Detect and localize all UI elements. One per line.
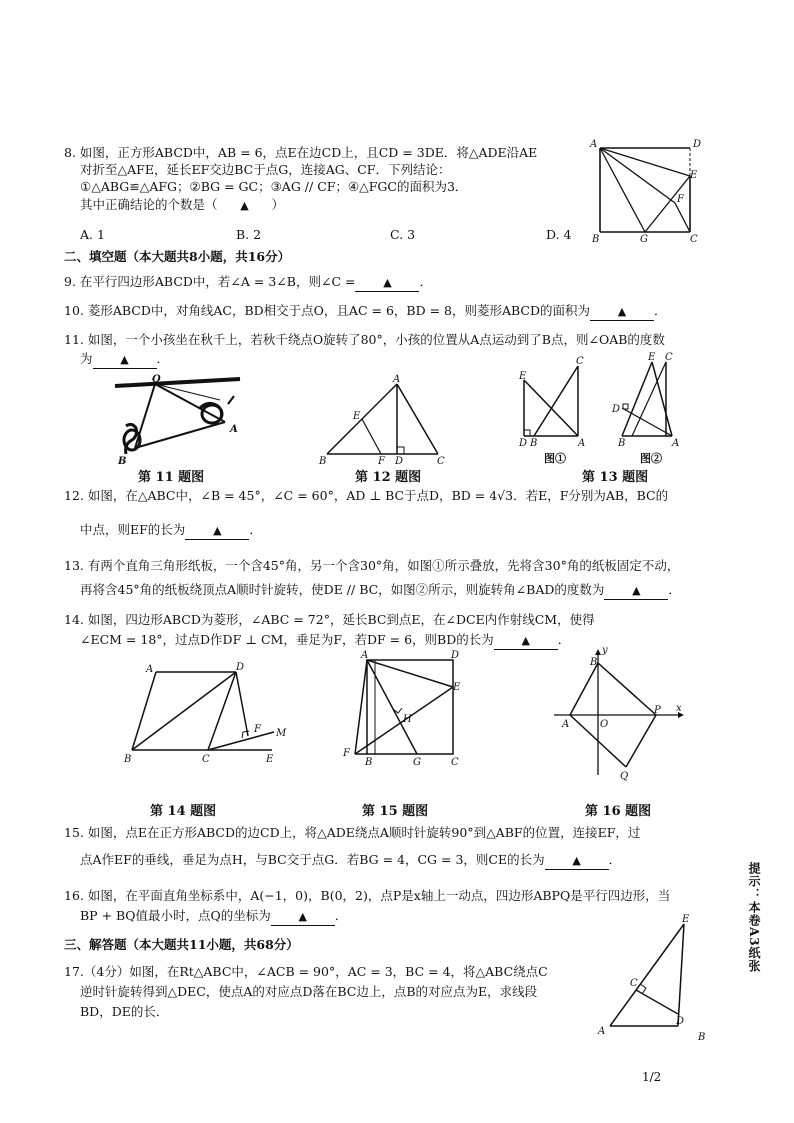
q12-line2 <box>80 521 262 540</box>
fig13-sub1: 图① <box>544 452 566 465</box>
fig13a-label-b: B <box>530 438 538 449</box>
q8-option-b: B. 2 <box>236 227 262 242</box>
fig16-label-p: P <box>654 705 661 716</box>
fig13a-label-c: C <box>576 356 584 367</box>
q12-line2-suffix: ． <box>249 522 262 537</box>
fig14-label-f: F <box>254 724 261 735</box>
fig14-rhombus-diagram <box>120 658 290 768</box>
fig15-square-diagram <box>335 652 465 767</box>
q14-line1: 14. 如图，四边形ABCD为菱形，∠ABC = 72°，延长BC到点E，在∠DCE内作射线CM，使得 <box>64 612 595 627</box>
fig16-coordinate-diagram <box>548 645 688 780</box>
q8-answer-mark: ▲ <box>240 199 249 212</box>
fig12-label-b: B <box>319 456 327 467</box>
q9 <box>64 273 432 292</box>
fig12-label-c: C <box>437 456 445 467</box>
fig13b-label-c: C <box>665 352 673 363</box>
fig13-diagram-1 <box>516 358 591 450</box>
q9-text: 9. 在平行四边形ABCD中，若∠A = 3∠B，则∠C = <box>64 274 356 289</box>
q11-line2-suffix: ． <box>156 351 170 366</box>
fig15-caption: 第 15 题图 <box>362 804 429 819</box>
q10-suffix: ． <box>654 303 667 318</box>
fig16-label-x: x <box>676 703 682 714</box>
fig15-label-b: B <box>365 757 373 768</box>
q13-line1: 13. 有两个直角三角形纸板，一个含45°角，另一个含30°角，如图①所示叠放，先将含30°角的纸板固定不动， <box>64 558 680 573</box>
fig13-diagram-2 <box>610 352 690 448</box>
fig11-label-a: A <box>230 424 238 435</box>
fig15-label-a: A <box>361 650 369 661</box>
fig13a-label-d: D <box>519 438 528 449</box>
q8-line4-suffix: ） <box>271 197 284 212</box>
fig8-label-c: C <box>690 234 698 245</box>
page-number: 1/2 <box>642 1070 662 1084</box>
fig15-label-g: G <box>413 757 421 768</box>
fig8-square-diagram <box>590 139 702 245</box>
fig8-label-d: D <box>693 139 702 150</box>
q17-line2: 逆时针旋转得到△DEC，使点A的对应点D落在BC边上，点B的对应点为E，求线段 <box>80 984 538 999</box>
section-2-heading: 二、填空题（本大题共8小题，共16分） <box>64 249 291 264</box>
q16-answer-blank: ▲ <box>271 908 335 926</box>
fig14-label-c: C <box>202 754 210 765</box>
fig13a-label-a: A <box>578 438 586 449</box>
q14-line2-suffix: ． <box>557 632 571 647</box>
fig15-label-e: E <box>453 682 461 693</box>
q8-line4 <box>80 196 284 214</box>
q14-line2 <box>80 631 570 650</box>
q10 <box>64 302 667 321</box>
fig13-sub2: 图② <box>640 452 662 465</box>
q10-answer-blank: ▲ <box>590 303 654 321</box>
fig14-label-e: E <box>266 754 274 765</box>
q8-option-a: A. 1 <box>80 227 105 242</box>
fig16-caption: 第 16 题图 <box>585 804 652 819</box>
q17-line1: 17.（4分）如图，在Rt△ABC中，∠ACB = 90°，AC = 3，BC = 4，将△ABC绕点C <box>64 964 548 979</box>
fig11-label-o: O <box>152 374 161 385</box>
fig8-label-b: B <box>592 234 600 245</box>
fig8-label-g: G <box>640 234 648 245</box>
fig14-label-d: D <box>236 662 245 673</box>
fig17-label-b: B <box>698 1032 706 1043</box>
fig15-label-h: H <box>403 714 412 725</box>
fig13a-label-e: E <box>519 371 527 382</box>
q16-line1: 16. 如图，在平面直角坐标系中，A(−1，0)，B(0，2)，点P是x轴上一动点，四边形ABPQ是平行四边形，当 <box>64 888 671 903</box>
q13-answer-blank: ▲ <box>604 582 668 600</box>
q17-line3: BD，DE的长． <box>80 1004 169 1019</box>
q11-line2 <box>80 350 169 369</box>
fig14-label-b: B <box>124 754 132 765</box>
q8-option-d: D. 4 <box>546 227 572 242</box>
q15-line2 <box>80 851 621 870</box>
fig12-label-d: D <box>395 456 404 467</box>
q15-line2-suffix: ． <box>608 852 622 867</box>
fig15-label-d: D <box>451 650 460 661</box>
fig16-label-o: O <box>600 719 609 730</box>
q8-line2: 对折至△AFE，延长EF交边BC于点G，连接AG、CF．下列结论： <box>80 162 451 177</box>
fig12-label-a: A <box>393 374 401 385</box>
fig14-caption: 第 14 题图 <box>150 804 217 819</box>
fig13b-label-d: D <box>612 404 621 415</box>
fig12-label-e: E <box>353 411 361 422</box>
fig12-label-f: F <box>378 456 385 467</box>
fig16-label-b: B <box>590 657 598 668</box>
q14-line2-prefix: ∠ECM = 18°，过点D作DF ⊥ CM，垂足为F，若DF = 6，则BD的长为 <box>80 632 494 647</box>
q13-line2-prefix: 再将含45°角的纸板绕顶点A顺时针旋转，使DE // BC，如图②所示，则旋转角∠BAD的度数为 <box>80 582 605 597</box>
q8-line3: ①△ABG≌△AFG；②BG = GC；③AG // CF；④△FGC的面积为3． <box>80 179 468 194</box>
q13-line2 <box>80 581 681 600</box>
fig13b-label-a: A <box>672 438 680 449</box>
q11-line1: 11. 如图，一个小孩坐在秋千上，若秋千绕点O旋转了80°，小孩的位置从A点运动到了B点，则∠OAB的度数 <box>64 332 665 347</box>
q8-option-c: C. 3 <box>390 227 416 242</box>
fig14-label-a: A <box>146 664 154 675</box>
q9-answer-blank: ▲ <box>355 274 419 292</box>
side-note: 提示：本卷A3纸张 <box>747 862 761 973</box>
q16-line2-suffix: ． <box>334 908 348 923</box>
fig11-label-b: B <box>118 456 127 467</box>
fig8-label-a: A <box>590 139 598 150</box>
fig11-swing-diagram <box>100 370 250 465</box>
q8-line1: 8. 如图，正方形ABCD中，AB = 6，点E在边CD上，且CD = 3DE．将△ADE沿AE <box>64 145 538 160</box>
fig12-caption: 第 12 题图 <box>355 470 422 485</box>
fig16-label-a: A <box>562 719 570 730</box>
q11-line2-prefix: 为 <box>80 351 93 366</box>
fig15-label-f: F <box>343 748 350 759</box>
fig17-label-a: A <box>598 1026 606 1037</box>
q14-answer-blank: ▲ <box>494 632 558 650</box>
q12-answer-blank: ▲ <box>185 522 249 540</box>
q15-line2-prefix: 点A作EF的垂线，垂足为点H，与BC交于点G．若BG = 4，CG = 3，则CE的长为 <box>80 852 545 867</box>
q10-text: 10. 菱形ABCD中，对角线AC，BD相交于点O，且AC = 6，BD = 8，则菱形ABCD的面积为 <box>64 303 591 318</box>
q12-line1: 12. 如图，在△ABC中，∠B = 45°，∠C = 60°，AD ⊥ BC于点D，BD = 4√3．若E，F分别为AB，BC的 <box>64 488 669 503</box>
fig11-caption: 第 11 题图 <box>138 470 205 485</box>
fig15-label-c: C <box>451 757 459 768</box>
fig14-label-m: M <box>276 728 287 739</box>
fig16-label-y: y <box>602 645 608 656</box>
fig16-label-q: Q <box>620 771 629 782</box>
fig13b-label-e: E <box>648 352 656 363</box>
q12-line2-prefix: 中点，则EF的长为 <box>80 522 186 537</box>
q16-line2 <box>80 907 347 926</box>
fig17-label-c: C <box>630 978 638 989</box>
q11-answer-blank: ▲ <box>93 351 157 369</box>
fig8-label-e: E <box>690 170 698 181</box>
q15-answer-blank: ▲ <box>545 852 609 870</box>
q13-line2-suffix: ． <box>668 582 681 597</box>
q8-line4-prefix: 其中正确结论的个数是（ <box>80 197 218 212</box>
q9-suffix: ． <box>419 274 432 289</box>
fig13b-label-b: B <box>618 438 626 449</box>
q15-line1: 15. 如图，点E在正方形ABCD的边CD上，将△ADE绕点A顺时针旋转90°到△ABF的位置，连接EF，过 <box>64 825 641 840</box>
section-3-heading: 三、解答题（本大题共11小题，共68分） <box>64 937 299 952</box>
fig17-label-e: E <box>682 914 690 925</box>
fig12-triangle-diagram <box>315 374 450 467</box>
fig17-triangle-diagram <box>596 910 706 1045</box>
fig13-caption: 第 13 题图 <box>582 470 649 485</box>
fig17-label-d: D <box>676 1016 685 1027</box>
q16-line2-prefix: BP + BQ值最小时，点Q的坐标为 <box>80 908 271 923</box>
fig8-label-f: F <box>677 194 684 205</box>
